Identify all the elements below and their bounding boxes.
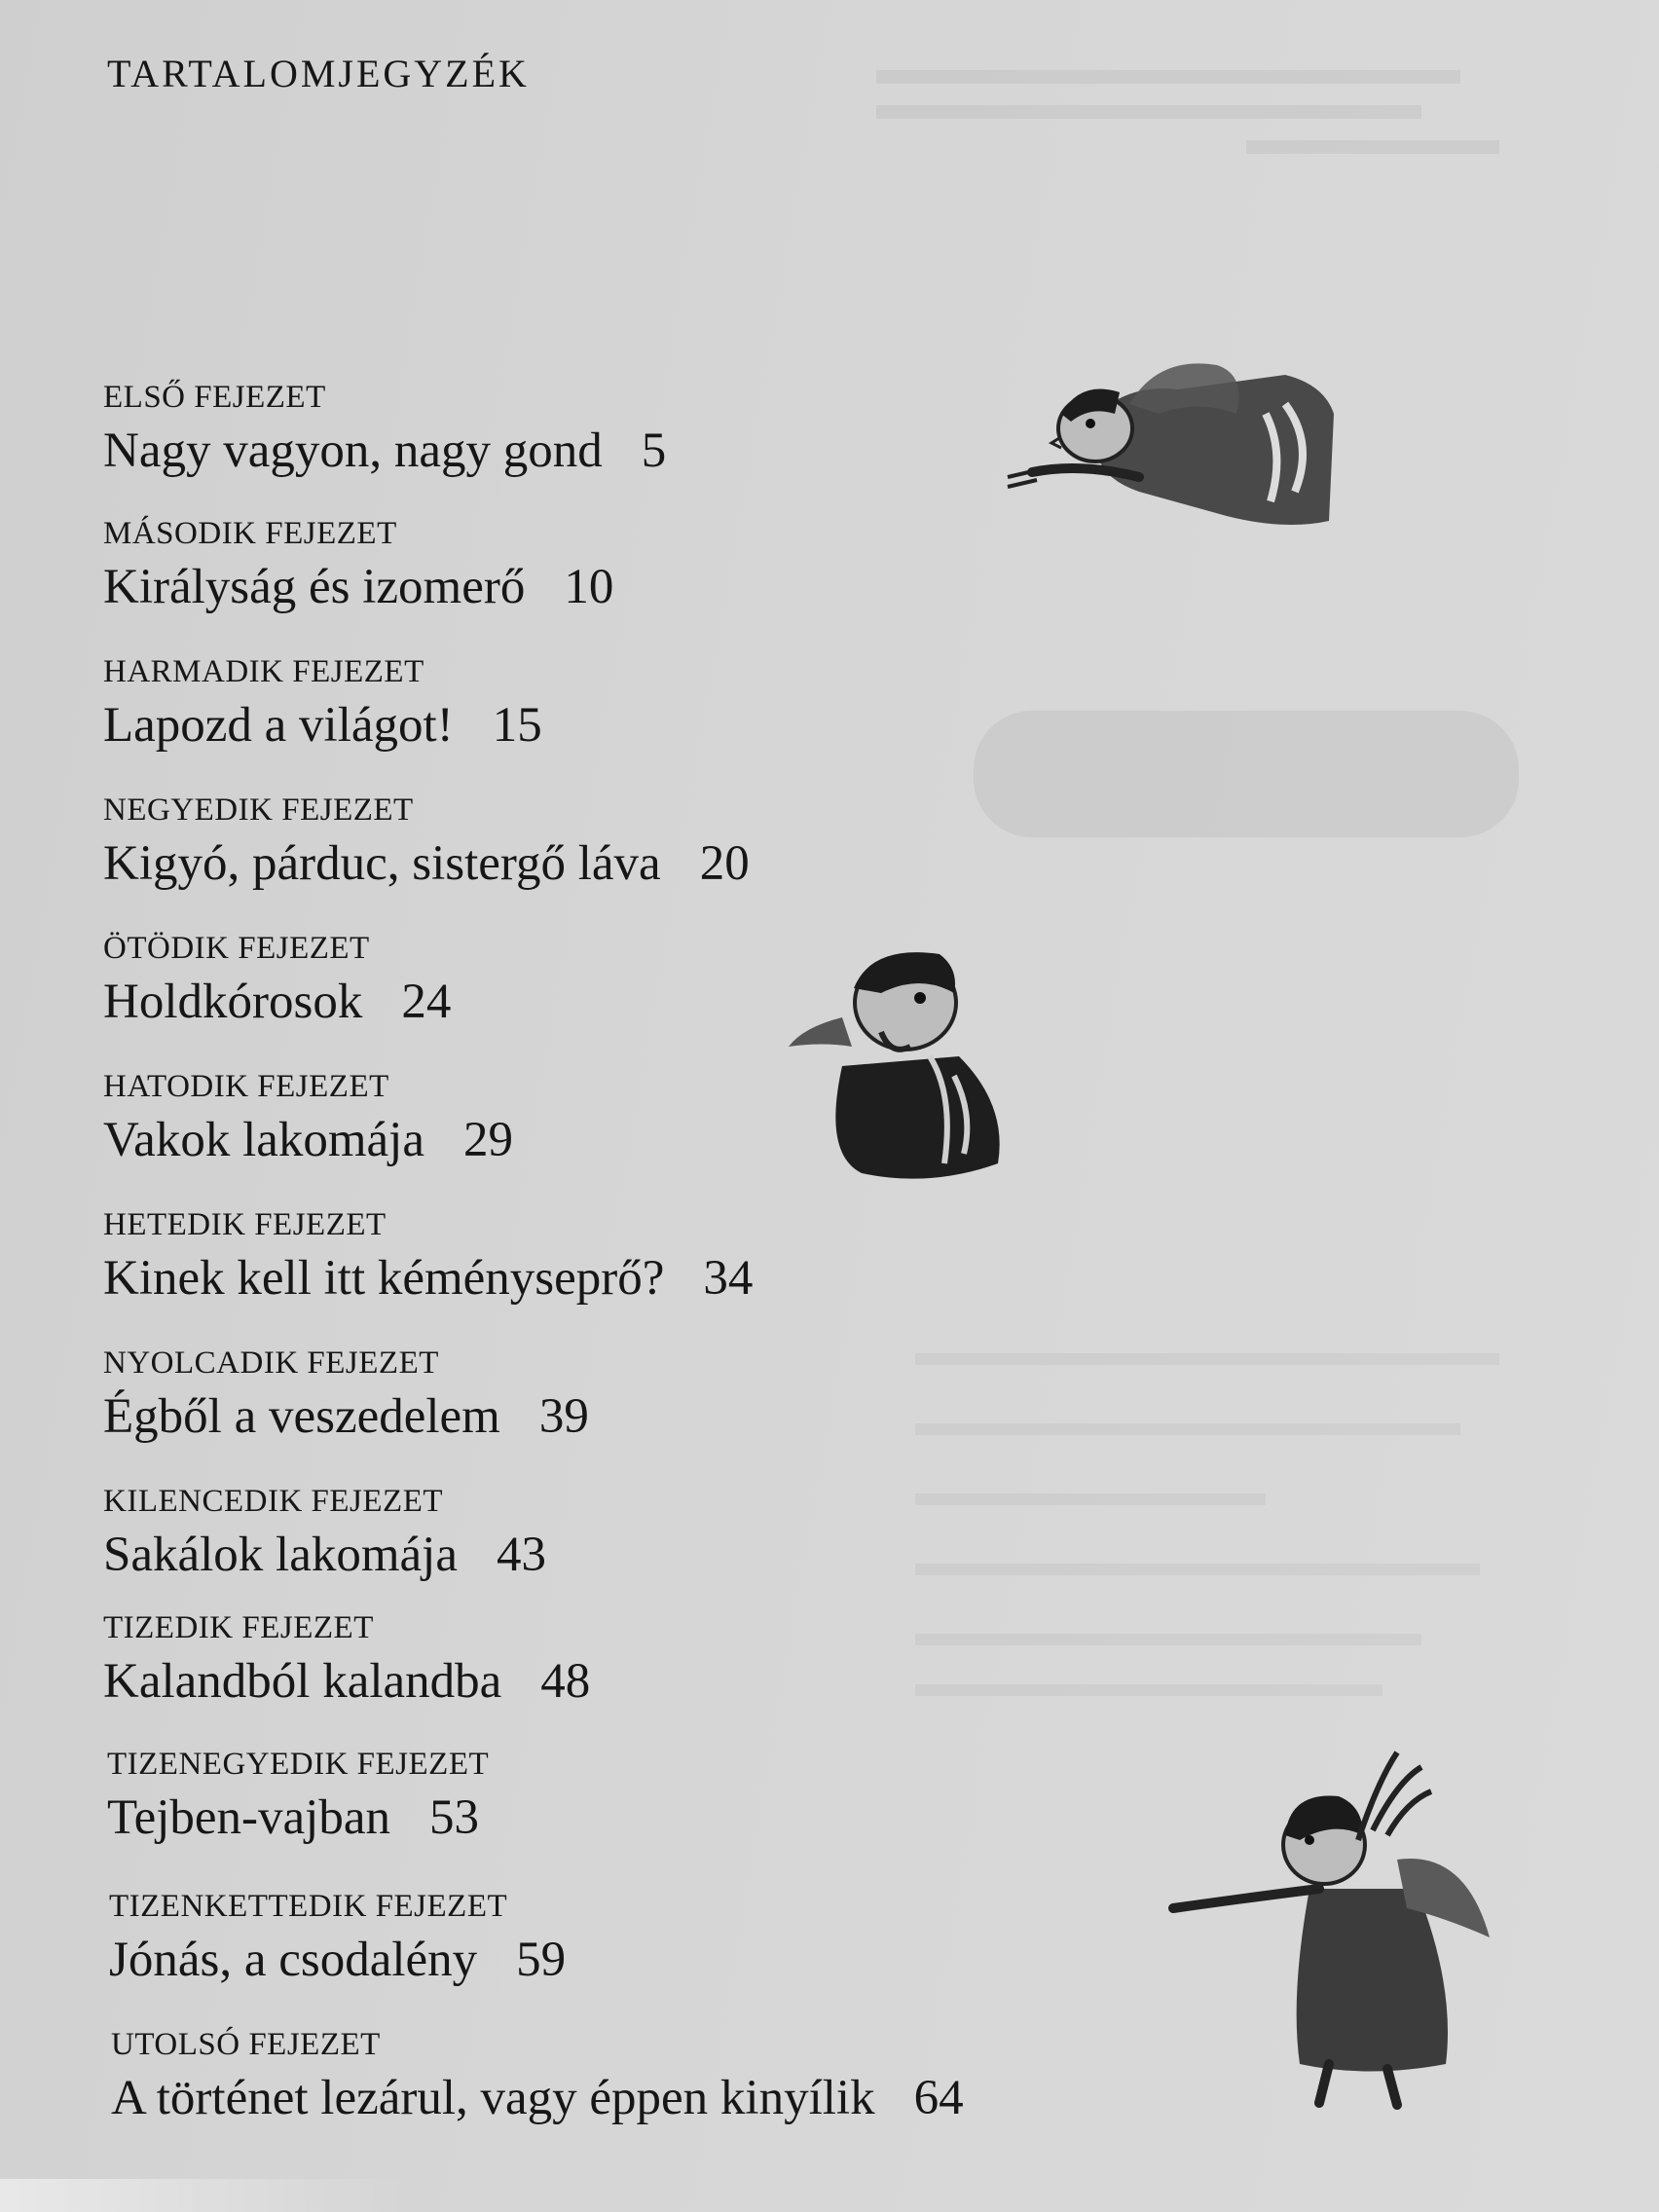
chapter-title: Égből a veszedelem xyxy=(103,1389,500,1444)
chapter-title: Kalandból kalandba xyxy=(103,1654,502,1709)
show-through-text xyxy=(876,58,1499,195)
chapter-label: UTOLSÓ FEJEZET xyxy=(111,2027,381,2062)
hooded-angel-illustration xyxy=(784,940,1027,1183)
chapter-label: HARMADIK FEJEZET xyxy=(103,654,424,689)
chapter-title: Királyság és izomerő xyxy=(103,560,526,614)
chapter-label: HATODIK FEJEZET xyxy=(103,1069,389,1104)
chapter-page: 29 xyxy=(462,1113,513,1167)
chapter-label: MÁSODIK FEJEZET xyxy=(103,516,397,551)
watermark-strip xyxy=(0,2179,409,2212)
toc-entry[interactable] xyxy=(103,382,666,478)
chapter-title: Kinek kell itt kéményseprő? xyxy=(103,1251,665,1306)
chapter-title: A történet lezárul, vagy éppen kinyílik xyxy=(111,2071,875,2125)
toc-entry[interactable] xyxy=(103,518,613,614)
chapter-label: ELSŐ FEJEZET xyxy=(103,380,326,415)
toc-heading: TARTALOMJEGYZÉK xyxy=(107,52,530,95)
chapter-label: NEGYEDIK FEJEZET xyxy=(103,793,414,828)
toc-entry[interactable] xyxy=(103,1347,589,1444)
chapter-page: 5 xyxy=(641,424,667,478)
toc-entry[interactable] xyxy=(103,1209,753,1306)
chapter-page: 48 xyxy=(540,1654,591,1709)
chapter-title: Jónás, a csodalény xyxy=(109,1933,478,1987)
chapter-page: 24 xyxy=(401,975,452,1029)
chapter-page: 43 xyxy=(496,1528,546,1582)
chapter-title: Vakok lakomája xyxy=(103,1113,424,1167)
chapter-page: 53 xyxy=(428,1790,479,1845)
toc-entry[interactable] xyxy=(103,1071,513,1167)
chapter-page: 10 xyxy=(564,560,614,614)
chapter-label: TIZENEGYEDIK FEJEZET xyxy=(107,1747,490,1782)
chapter-label: KILENCEDIK FEJEZET xyxy=(103,1484,444,1519)
toc-entry[interactable] xyxy=(107,1749,489,1845)
toc-entry[interactable] xyxy=(111,2029,964,2125)
chapter-title: Tejben-vajban xyxy=(107,1790,390,1845)
chapter-page: 20 xyxy=(699,836,750,891)
chapter-title: Holdkórosok xyxy=(103,975,363,1029)
chapter-page: 59 xyxy=(516,1933,567,1987)
toc-entry[interactable] xyxy=(103,1612,590,1709)
toc-entry[interactable] xyxy=(103,1486,546,1582)
chapter-page: 64 xyxy=(913,2071,964,2125)
chapter-label: NYOLCADIK FEJEZET xyxy=(103,1346,439,1381)
pointing-angel-illustration xyxy=(1163,1743,1504,2113)
chapter-title: Kigyó, párduc, sistergő láva xyxy=(103,836,661,891)
toc-entry[interactable] xyxy=(103,794,750,891)
show-through-shape xyxy=(974,711,1519,837)
toc-entry[interactable] xyxy=(109,1891,566,1987)
chapter-label: TIZEDIK FEJEZET xyxy=(103,1610,374,1645)
chapter-page: 39 xyxy=(538,1389,589,1444)
toc-entry[interactable] xyxy=(103,933,451,1029)
chapter-label: ÖTÖDIK FEJEZET xyxy=(103,931,370,966)
chapter-title: Nagy vagyon, nagy gond xyxy=(103,424,603,478)
chapter-label: TIZENKETTEDIK FEJEZET xyxy=(109,1889,508,1924)
toc-entry[interactable] xyxy=(103,656,542,753)
chapter-title: Lapozd a világot! xyxy=(103,698,454,753)
chapter-page: 34 xyxy=(703,1251,754,1306)
chapter-label: HETEDIK FEJEZET xyxy=(103,1207,387,1242)
flying-angel-illustration xyxy=(993,346,1344,540)
chapter-page: 15 xyxy=(492,698,542,753)
chapter-title: Sakálok lakomája xyxy=(103,1528,458,1582)
